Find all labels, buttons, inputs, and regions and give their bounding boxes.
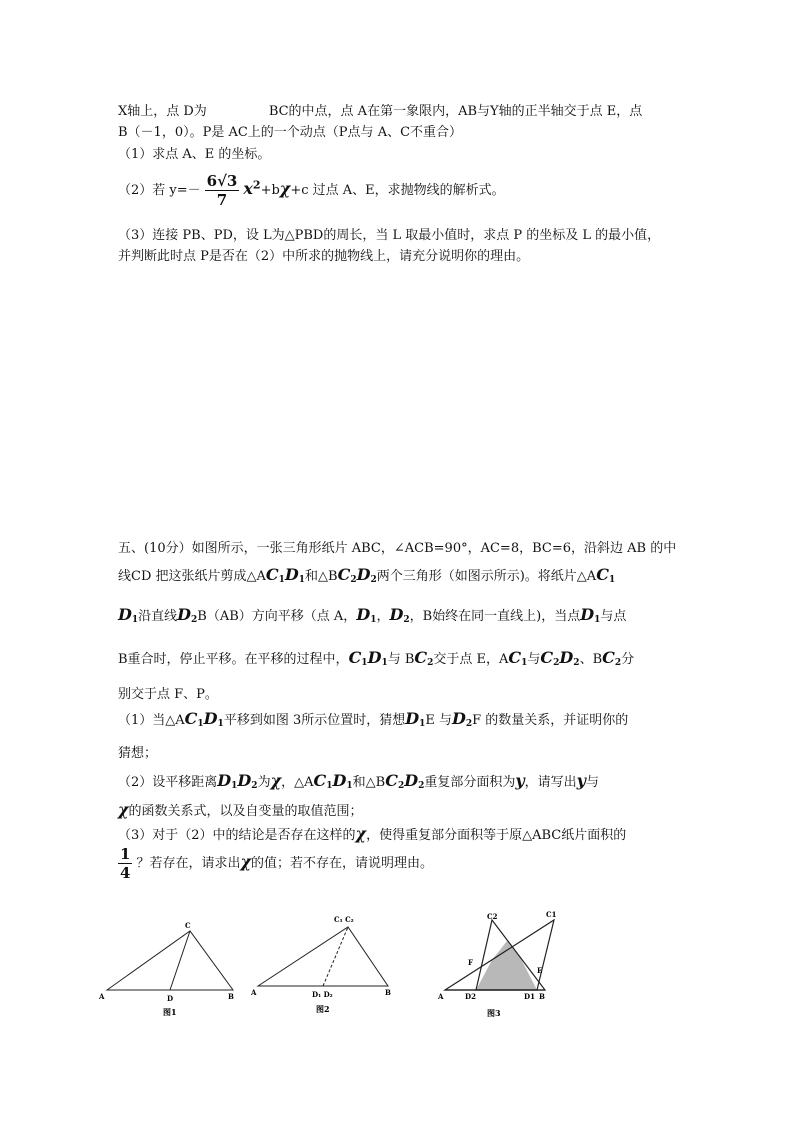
text: F 的数量关系，并证明你的 — [472, 713, 629, 728]
label-c2: C2 — [487, 912, 498, 921]
sym: D — [177, 605, 192, 624]
label-b: B — [228, 992, 234, 1001]
p5-line-1: 五、(10分）如图所示，一张三角形纸片 ABC，∠ACB=90°，AC=8，BC=6，沿斜边 AB 的中 — [118, 541, 677, 556]
var-x: x — [243, 179, 253, 198]
text: ？若存在，请求出 — [136, 856, 241, 871]
sym: C — [265, 565, 279, 584]
sym: D — [284, 565, 299, 584]
question-3-line-1: （3）连接 PB、PD，设 L为△PBD的周长，当 L 取最小值时，求点 P 的坐标及 L 的最小值， — [118, 228, 661, 243]
text: ，△A — [281, 775, 314, 790]
label-d1: D1 — [524, 992, 535, 1001]
sym: D — [580, 605, 595, 624]
sym: C — [508, 648, 522, 667]
sym: D — [217, 771, 232, 790]
median-cd — [170, 931, 190, 990]
sub: 2 — [350, 575, 357, 585]
figure-1-caption: 图1 — [163, 1007, 177, 1017]
sym: D — [332, 771, 347, 790]
sub: 1 — [608, 575, 616, 585]
text: （3）对于（2）中的结论是否存在这样的 — [118, 828, 356, 843]
figure-2 — [248, 910, 398, 1025]
sub: 2 — [614, 658, 622, 668]
label-c1: C1 — [546, 910, 557, 919]
text: E 与 — [425, 713, 452, 728]
text: 与 — [585, 775, 599, 790]
sub: 1 — [419, 719, 426, 729]
sym: D — [367, 648, 382, 667]
text: X轴上，点 D为 — [118, 104, 207, 119]
exponent: 2 — [252, 178, 261, 192]
sym: y — [515, 771, 525, 790]
text: 的值；若不存在，请说明理由。 — [250, 856, 433, 871]
text: 线CD 把这张纸片剪成△A — [118, 569, 266, 584]
sym: C — [337, 565, 351, 584]
sub: 2 — [370, 575, 377, 585]
figure-3 — [435, 905, 570, 1025]
problem-line-1 — [118, 100, 642, 119]
text: 分 — [621, 652, 635, 667]
text: 的函数关系式，以及自变量的取值范围； — [128, 804, 363, 819]
text: 和△B — [352, 775, 386, 790]
denominator: 7 — [216, 191, 228, 209]
sym: C — [313, 771, 327, 790]
sub: 2 — [573, 658, 580, 668]
text: 为 — [257, 775, 271, 790]
text: BC的中点，点 A在第一象限内，AB与Y轴的正半轴交于点 E，点 — [268, 104, 643, 119]
sub: 2 — [427, 658, 434, 668]
text: （2）设平移距离 — [118, 775, 218, 790]
fraction — [118, 845, 132, 882]
sym: y — [576, 771, 586, 790]
text: 重复部分面积为 — [424, 775, 516, 790]
sym: C — [385, 771, 398, 790]
question-3-line-2: 并判断此时点 P是否在（2）中所求的抛物线上，请充分说明你的理由。 — [118, 249, 530, 264]
label-a: A — [438, 992, 444, 1001]
p5-line-5: 别交于点 F、P。 — [118, 687, 218, 702]
var-chi: χ — [279, 179, 291, 198]
sub: 1 — [370, 615, 377, 625]
p5-sub-2 — [118, 771, 599, 791]
sub: 1 — [278, 575, 285, 585]
label-d2: D2 — [465, 992, 476, 1001]
sub: 1 — [381, 658, 388, 668]
label-d1d2: D₁ D₂ — [312, 990, 333, 999]
p5-sub-1 — [118, 709, 628, 729]
p5-sub-1b: 猜想； — [118, 746, 158, 761]
sym: C — [414, 648, 428, 667]
sym: C — [596, 565, 609, 584]
label-f: F — [468, 958, 473, 967]
sub: 2 — [465, 719, 473, 729]
sym: D — [118, 605, 132, 624]
sym: χ — [118, 800, 129, 819]
sym: D — [356, 565, 371, 584]
fraction — [205, 172, 240, 209]
label-a: A — [99, 992, 105, 1001]
label-c: C — [185, 921, 191, 930]
text: +c 过点 A、E，求抛物线的解析式。 — [290, 183, 505, 198]
question-1: （1）求点 A、E 的坐标。 — [118, 147, 271, 162]
sym: C — [348, 648, 362, 667]
sub: 1 — [298, 575, 306, 585]
text: ， — [376, 609, 390, 624]
sym: C — [602, 648, 615, 667]
numerator: 6√3 — [206, 172, 238, 190]
triangle — [258, 927, 388, 986]
sub: 1 — [521, 658, 528, 668]
sym: χ — [355, 824, 367, 843]
sub: 2 — [553, 658, 560, 668]
p5-sub-3 — [118, 824, 626, 843]
sym: D — [389, 605, 404, 624]
text: B重合时，停止平移。在平移的过程中， — [118, 652, 349, 667]
sym: D — [203, 709, 218, 728]
text: （2）若 y=－ — [118, 183, 201, 198]
denominator: 4 — [120, 864, 131, 882]
dashed-median — [323, 927, 348, 986]
text: 与 B — [387, 652, 415, 667]
sub: 1 — [217, 719, 224, 729]
sym: C — [184, 709, 198, 728]
sym: D — [405, 709, 420, 728]
question-2 — [118, 172, 505, 209]
sym: D — [451, 709, 466, 728]
problem-line-2: B（－1，0）。P是 AC上的一个动点（P点与 A、C不重合） — [118, 125, 463, 140]
numerator: 1 — [120, 845, 131, 863]
text: 平移到如图 3所示位置时，猜想 — [223, 713, 406, 728]
label-c1c2: C₁ C₂ — [334, 915, 354, 924]
text: ，请写出 — [524, 775, 577, 790]
text: （1）当△A — [118, 713, 185, 728]
sym: D — [559, 648, 574, 667]
sub: 1 — [231, 781, 238, 791]
figure-3-caption: 图3 — [487, 1008, 501, 1018]
figure-2-caption: 图2 — [316, 1004, 330, 1014]
text: ，B始终在同一直线上)，当点 — [409, 609, 581, 624]
label-e: E — [537, 966, 543, 975]
sym: χ — [270, 771, 282, 790]
sub: 1 — [346, 781, 353, 791]
label-a: A — [251, 988, 257, 997]
sub: 1 — [361, 658, 368, 668]
text: 与点 — [600, 609, 627, 624]
sub: 1 — [594, 615, 601, 625]
figure-1 — [95, 915, 245, 1025]
sub: 2 — [191, 615, 198, 625]
sub: 2 — [418, 781, 425, 791]
text: 两个三角形（如图示所示)。将纸片△A — [376, 569, 597, 584]
sym: D — [237, 771, 252, 790]
p5-sub-2b — [118, 800, 363, 819]
triangle-abc — [107, 931, 233, 990]
text: 与 — [527, 652, 541, 667]
sub: 1 — [131, 615, 139, 625]
p5-line-2 — [118, 565, 615, 585]
sym: χ — [240, 852, 251, 871]
p5-line-4 — [118, 648, 634, 668]
sub: 1 — [326, 781, 333, 791]
text: B（AB）方向平移（点 A， — [197, 609, 357, 624]
text: +b — [260, 183, 280, 198]
sym: D — [356, 605, 371, 624]
sym: D — [404, 771, 419, 790]
p5-sub-3b — [118, 845, 433, 882]
text: 和△B — [305, 569, 338, 584]
sub: 2 — [403, 615, 410, 625]
text: ，使得重复部分面积等于原△ABC纸片面积的 — [366, 828, 627, 843]
sub: 2 — [397, 781, 405, 791]
label-d: D — [167, 994, 174, 1003]
text: 、B — [579, 652, 603, 667]
label-b: B — [539, 992, 545, 1001]
label-b: B — [385, 988, 391, 997]
sub: 1 — [197, 719, 204, 729]
p5-line-3 — [118, 605, 626, 625]
text: 沿直线 — [138, 609, 178, 624]
sub: 2 — [251, 781, 258, 791]
sym: C — [540, 648, 554, 667]
text: 交于点 E，A — [433, 652, 509, 667]
